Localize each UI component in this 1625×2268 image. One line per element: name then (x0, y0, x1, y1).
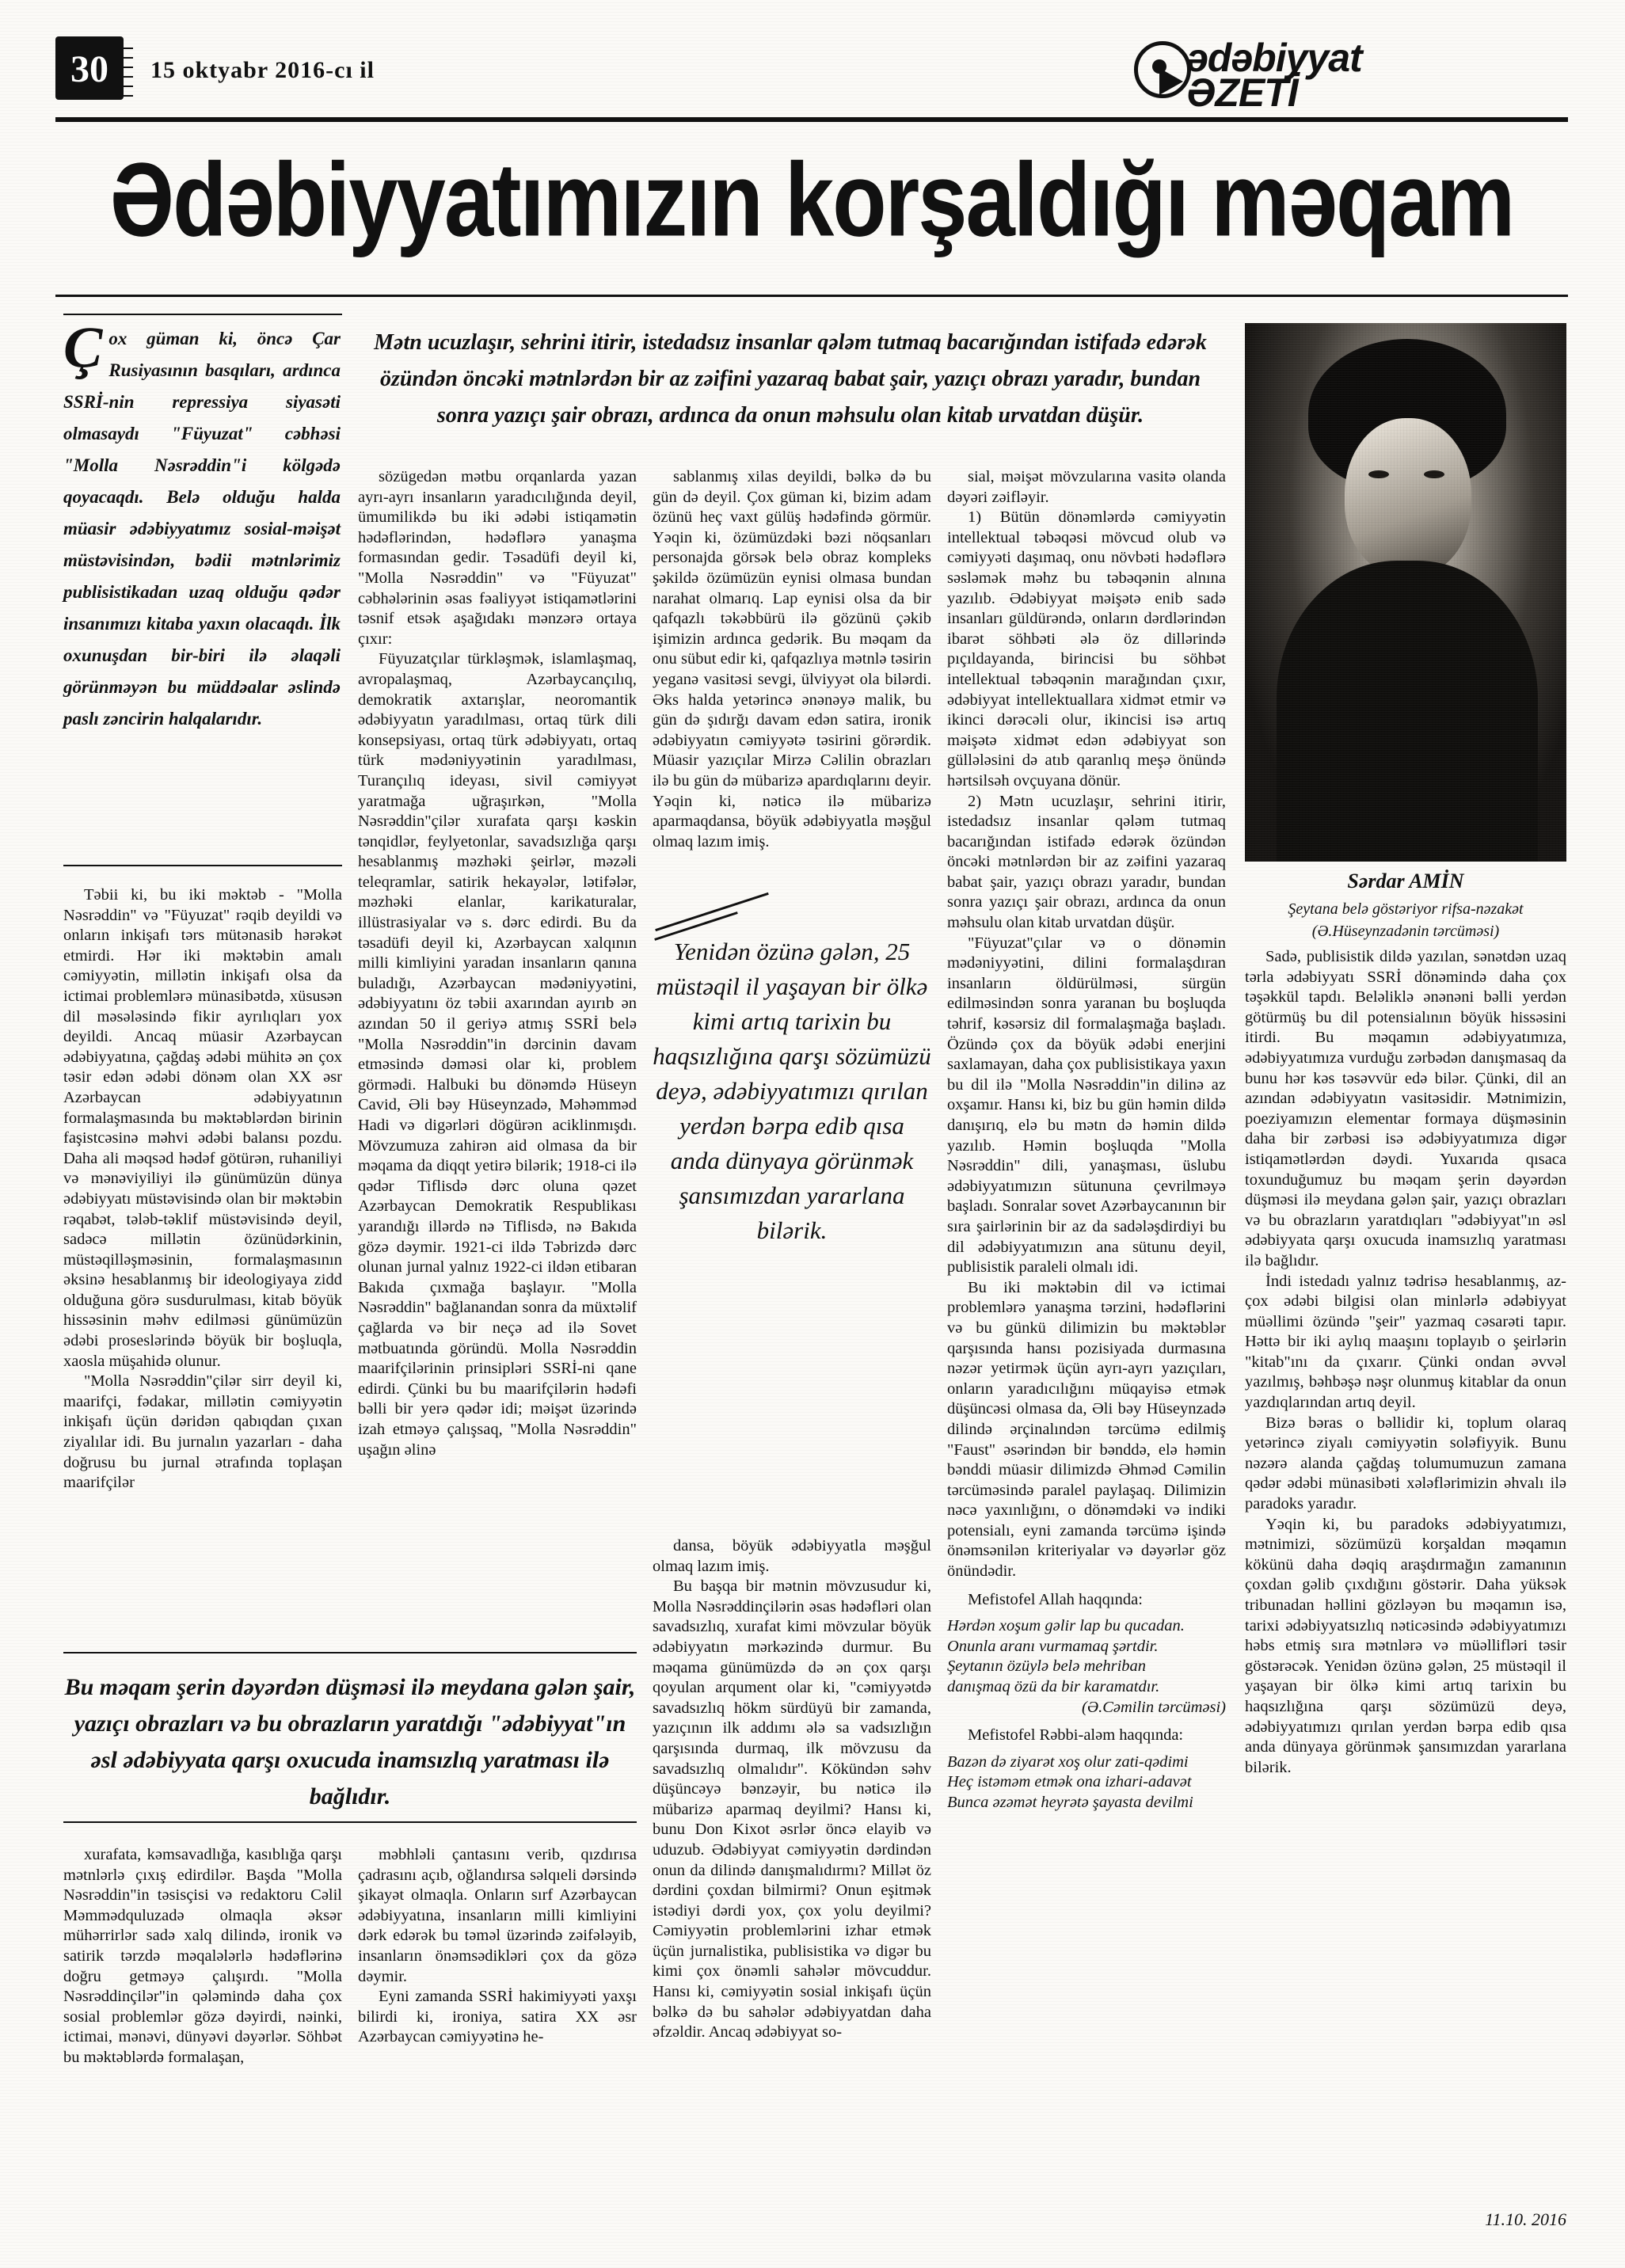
logo-title-line2: ƏZETİ (1186, 70, 1298, 115)
paragraph: məbhləli çantasını verib, qızdırısa çadrasını açıb, oğlandırsa səlqıeli dərsində şikayət olmaqla. Onların sırf Azərbaycan ədəbiyyatına, insanların milli kimliyini dərk edərək bu təməl üzərində zəifələyib, insanların önəmsədikləri çox da gözə dəymir. (358, 1846, 637, 1985)
column-4 (947, 467, 1226, 1813)
verse-line: danışmaq özü da bir karamatdır. (947, 1678, 1160, 1696)
paragraph: sözügedən mətbu orqanlarda yazan ayrı-ayrı insanların yaradıcılığında deyil, ümumilikdə bu iki ədəbi istiqamətin hədəflərindən, hədəflərə yanaşma formasından gedir. Təsadüfi deyil ki, "Molla Nəsrəddin" və "Füyuzat" cəbhələrinin əsas fəaliyyət istiqamətlərini təsnif etsək aşağıdakı mənzərə ortaya çıxır: (358, 468, 637, 648)
verse-line: Heç istəməm etmək ona izhari-adavət (947, 1773, 1192, 1791)
headline-rule (55, 295, 1568, 297)
paragraph: Eyni zamanda SSRİ hakimiyyəti yaxşı bilirdi ki, ironiya, satira XX əsr Azərbaycan cəmiyyətinə he- (358, 1988, 637, 2046)
logo-chevron-icon (1159, 68, 1183, 95)
issue-date: 15 oktyabr 2016-cı il (150, 57, 375, 83)
column-2-bottom (358, 1845, 637, 2048)
paragraph: 1) Bütün dönəmlərdə cəmiyyətin intellektual təbəqəsi mövcud olub və cəmiyyəti daşımaq, onu növbəti hədəflərə səsləmək məhz bu təbəqənin alnına yazılıb. Ədəbiyyat məişətə enib sadə insanları güldürəndə, onların dərdlərindən ibarət söhbəti ələ öz dillərində pıçıldayanda, birincisi bu söhbət intellektual təbəqənin marağından çıxır, ədəbiyyat intellektuallara xidmət etmir və ikinci dərəcəli olur, ikincisi isə artıq məişətə xidmət edən ədəbiyyat son güllələsini də atıb qaranlıq meşə önündə hərtsilsəh ovçuyana dönür. (947, 508, 1226, 790)
column-3-bottom (653, 1536, 931, 2043)
lead-rule-bottom (63, 865, 342, 866)
page-number-badge (55, 36, 124, 100)
paragraph: İndi istedadı yalnız tədrisə hesablanmış, az-çox ədəbi bilgisi olan minlərlə ədəbiyyat müəllimi özündə "şeir" yazmaq cəsarəti tapır. Həttə bir iki aylıq maaşını toplayıb o şeirlərin "kitab"ını da çıxarır. Çünki ondan əvvəl yazılmış, bəhbəşə nəşr olunmuş kitablar da onun yazdıqlarından artıq deyil. (1245, 1272, 1566, 1412)
page-title: Ədəbiyyatımızın korşaldığı məqam (109, 141, 1514, 258)
paragraph: Sadə, publisistik dildə yazılan, sənətdən uzaq tərla ədəbiyyatı SSRİ dönəmində daha çox təşəkkül tapdı. Beləliklə ənənəni bəlli yerdən götürmüş bu dil potensialının böyük hissəsini itirdi. Bu məqamın ədəbiyyatımıza, ədəbiyyatımıza vurduğu zərbədən danışmasaq da bunu hər kəs təsəvvür edə bilər. Çünki, dil an azından ədəbiyyatın vasitəsidir. Mətnimizin, poeziyamızın elementar formaya düşməsinin daha bir zərbəsi isə ədəbiyyatımıza digər istiqamətlərdən dəydi. Yuxarıda qısaca toxunduğumuz bu məqam şerin dəyərdən düşməsi ilə meydana gələn şair, yazıçı obrazları və bu obrazların yaratdıqları "ədəbiyyat"ın əsl ədəbiyyata qarşı oxucuda inamsızlıq yaratması ilə bağlıdır. (1245, 948, 1566, 1269)
drop-cap: Ç (63, 315, 103, 380)
lead-paragraph-top: Mətn ucuzlaşır, sehrini itirir, istedadsız insanlar qələm tutmaq bacarığından istifadə edərək özündən öncəki mətnlərdən bir az zəifini yazaraq babat şair, yazıçı obrazı yaradır, bundan sonra yazıçı şair obrazı, ardınca da onun məhsulu olan kitab urvatdan düşür. (374, 330, 1207, 428)
column-5 (1245, 947, 1566, 1778)
photo-subcaption: Şeytana belə göstəriyor rifsa-nəzakət (Ə.Hüseynzadənin tərcüməsi) (1288, 900, 1524, 940)
logo-title-line1: ədəbiyyat (1186, 36, 1362, 80)
publication-logo (1125, 30, 1568, 115)
pull-quote-center: Bu məqam şerin dəyərdən düşməsi ilə meydana gələn şair, yazıçı obrazları və bu obrazların yaratdığı "ədəbiyyat"ın əsl ədəbiyyata qarşı oxucuda inamsızlıq yaratması ilə bağlıdır. (64, 1674, 636, 1809)
column-1-bottom (63, 1845, 342, 2068)
verse-block-2 (947, 1752, 1226, 1813)
column-3 (653, 467, 931, 895)
page-number: 30 (70, 48, 108, 90)
masthead-rule (55, 117, 1568, 122)
pullquote-rule-top (63, 1652, 637, 1653)
photo-caption: Sərdar AMİN (1347, 870, 1464, 892)
paragraph: 2) Mətn ucuzlaşır, sehrini itirir, istedadsız insanlar qələm tutmaq bacarığından istifadə edərək özündən öncəki mətnlərdən bir az zəifini yazaraq babat şair, yazıçı obrazı yaradır, bundan sonra yazıçı şair obrazı, ardınca da onun məhsulu olan kitab urvatdan düşür. (947, 792, 1226, 932)
paragraph: sablanmış xilas deyildi, bəlkə də bu gün də deyil. Çox güman ki, bizim adam özünü heç vaxt gülüş hədəfində görmür. Yəqin ki, özümüzdəki bəzi nöqsanları personajda görsək belə obraz kompleks şəkildə özümüzün eynisi olmasa bundan narahat olmarıq. Lap eynisi olsa da bir qafqazlı təkəbbürü ilə gözünü çəkib işimizin ardınca gedərik. Bu məqam da onu sübut edir ki, qafqazlıya mətnlə təsirin yeganə vasitəsi sevgi, ülviyyət ola bilərdi. Əks halda yetərincə ənənəyə malik, bu gün də şıdırğı davam edən satira, ironik ədəbiyyatın cəmiyyətə təsirini görərdik. Müasir yazıçılar Mirzə Cəlilin obrazları ilə bu gün də mübarizə apardıqlarını deyir. Yəqin ki, nəticə ilə mübarizə aparmaqdansa, böyük ədəbiyyatla məşğul olmaq lazım imiş. (653, 468, 931, 850)
lead-paragraph-left (63, 315, 341, 735)
lead-rule-top (63, 314, 342, 315)
verse-line: Bunca əzəmət heyrətə şayasta devilmi (947, 1794, 1193, 1811)
pullquote-slash-icon (655, 892, 769, 931)
column-1 (63, 885, 342, 1494)
paragraph: Bu iki məktəbin dil və ictimai problemlərə yanaşma tərzini, hədəflərini və bu günkü dilimizin bu məktəblər qarşısında hansı pozisiyada durmasına nəzər yetirmək üçün ayrı-ayrı yazıçıları, onların yaradıcılığını müqayisə etmək düşüncəsi olmasa da, Əli bəy Hüseynzadə dilində ərçinalındən tərcümə edilmiş "Faust" əsərindən bir bənddə, elə həmin bənddi müasir dilimizdə Əhməd Cəmilin tərcüməsində paralel paylaşaq. Dilimizin nəcə yaxınlığını, o dönəmdəki və indiki potensialı, eyni zamanda tərcümə işində önəmsənilən kriteriyalar və dəyərlər göz önündədir. (947, 1278, 1226, 1581)
paragraph: dansa, böyük ədəbiyyatla məşğul olmaq lazım imiş. (653, 1537, 931, 1575)
paragraph: Füyuzatçılar türkləşmək, islamlaşmaq, avropalaşmaq, Azərbaycançılıq, demokratik axtarışlar, neoromantik ədəbiyyatın yaradılması, ortaq türk dili konsepsiyası, ortaq türk ədəbiyyatı, ortaq türk mədəniyyətinin yaradılması, Turançılıq ideyası, sivil cəmiyyət yaratmağa uğraşırkən, "Molla Nəsrəddin"çilər xurafata qarşı kəskin tənqidlər, feylyetonlar, savadsızlığa qarşı hesablanmış məzhəki şeirlər, məzəli teleqramlar, satirik hekayələr, lətifələr, məzhəki elanlar, karikaturalar, illüstrasiyalar və s. dərc edirdi. Bu da təsadüfi deyil ki, Azərbaycan xalqının milli kimliyini yaradan insanların qanına buladığı, Azərbaycan mədəniyyətini, ədəbiyyatını öz təbii axarından ayırıb ən azından 50 il geriyə atmış SSRİ belə "Molla Nəsrəddin"in dərcinin davam etməsində dəməsi olar ki, problem görmədi. Halbuki bu dönəmdə Hüseyn Cavid, Əli bəy Hüseynzadə, Məhəmməd Hadi və digərləri dögürən aciklinmışdı. Mövzumuza zahirən aid olmasa da bir məqama da diqqt yetirə bilərik; 1918-ci ilə qədər Tiflisdə dərc oluna qəzet Azərbaycan Demokratik Respublikası yarandığı illərdə nə Tiflisdə, nə Bakıda gözə dəymir. 1921-ci ildə Təbrizdə dərc olunan jurnal yalnız 1922-ci ildən etibaran Bakıda çıxmağa başlayır. "Molla Nəsrəddin" bağlanandan sonra da müxtəlif çağlarda və bir neçə ad ilə Sovet mətbuatında göründü. Molla Nəsrəddin maarifçilərinin prinsipləri SSRİ-ni qane edirdi. Çünki bu bu maarifçilərin hədəfi bəlli bir yerə qədər idi; məişət üzərində izah etməyə çalışsaq, "Molla Nəsrəddin" uşağın əlinə (358, 650, 637, 1459)
column-2 (358, 467, 637, 1460)
paragraph: Bizə bəras o bəllidir ki, toplum olaraq yetərincə ziyalı cəmiyyətin soləfiyyik. Bunu nəzərə alanda çağdaş tolumumuzun zamana qədər ədəbi münasibəti xələflərimizin əhvalı ilə paradoks yaradır. (1245, 1414, 1566, 1513)
paragraph: Təbii ki, bu iki məktəb - "Molla Nəsrəddin" və "Füyuzat" rəqib deyildi və onların inkişafı tərs mütənasib hərəkət etmirdi. Hər iki məktəbin amalı cəmiyyətin, millətin inkişafı olsa da ictimai problemlərə münasibətdə, xüsusən dil məsələsində fikir ayrılıqları yox deyildi. Ancaq müasir Azərbaycan ədəbiyyatına, çağdaş ədəbi mühitə ən çox təsir edən ədəbi dönəm olan XX əsr Azərbaycan ədəbiyyatının formalaşmasında bu məktəblərdən birinin faşistcəsinə məhvi ədəbi balansı pozdu. Daha ali məqsəd hədəf götürən, ruhaniliyi və mənəviyiliyi ilə günümüzün dünya ədəbiyyatı müstəvisində olan bir məktəbin rəqabət, tələb-təklif müstəvisində deyil, sadəcə millətin özünüdərkinin, müstəqilləşməsinin, formalaşmasının əksinə hesablanmış bir ideologiyaya zidd olduğuna görə susdurulması, kitab böyük hissəsinin məhv edilməsi günümüzün ədəbi proseslərində böyük bir boşluqla, xaosla müşahidə olunur. (63, 886, 342, 1370)
pullquote-rule-bottom (63, 1821, 637, 1823)
paragraph: sial, məişət mövzularına vasitə olanda dəyəri zəifləyir. (947, 468, 1226, 506)
author-photo (1245, 323, 1566, 862)
paragraph: Bu başqa bir mətnin mövzusudur ki, Molla Nəsrəddinçilərin əsas hədəfləri olan savadsızlıq, xurafat kimi mövzular böyük ədəbiyyatın mərkəzində durmur. Bu məqama günümüzdə də ən çox qarşı qoyulan arqument olar ki, "cəmiyyətdə savadsızlıq hökm sürdüyü bir zamanda, yazıçının ilk addımı ələ sa vadsızlığın qarşısında durmaq, ilk mövzusu da savadsızlıq olmalıdır". Kökündən səhv düşüncəyə bənzəyir, bu nəticə ilə mübarizə aparmaq deyilmi? Hansı ki, bunu Don Kixot əsrlər öncə elayib və uduzub. Ədəbiyyat cəmiyyətin dərdindən onun da dilində danışmalıdırmı? Millət öz dərdini çoxdan bilmirmi? Onun eşitmək istədiyi dərdi yox, çox yolu deyilmi? Cəmiyyətin problemlərini izhar etmək üçün jurnalistika, publisistika və digər bu kimi çox önəmli sahələr mövcuddur. Hansı ki, cəmiyyətin sosial inkişafı üçün bəlkə də bu sahələr ədəbiyyatdan daha əfzəldir. Ancaq ədəbiyyat so- (653, 1577, 931, 2042)
paragraph: "Füyuzat"çılar və o dönəmin mədəniyyətini, dilini formalaşdıran insanların öldürülməsi, sürgün edilməsindən sonra yaranan bu boşluqda təhrif, kəsərsiz dil formalaşmağa başladı. Özündə çox da böyük ədəbi enerjini saxlamayan, daha çox publisistikaya yaxın bu dil ilə "Molla Nəsrəddin"in dilinə az oxşamır. Hansı ki, biz bu gün həmin dildə danışırıq, elə bu mətn də həmin dildə yazılıb. Həmin boşluqda "Molla Nəsrəddin" dili, yanaşması, üslubu ədəbiyyatımızın sütununa çevrilməyə başladı. Sonralar sovet Azərbaycanının bir sıra şairlərinin bir az da sadələşdirdiyi bu dil ədəbiyyatımızın ana sütunu deyil, publisistik paraleli olmalı idi. (947, 934, 1226, 1277)
verse-attribution: (Ə.Cəmilin tərcüməsi) (1082, 1698, 1226, 1716)
paragraph: "Molla Nəsrəddin"çilər sirr deyil ki, maarifçi, fədakar, millətin cəmiyyətin inkişafı üçün dəridən qabıqdan çıxan ziyalılar idi. Bu jurnalın yazarları - daha doğrusu bu jurnal ətrafında toplaşan maarifçilər (63, 1372, 342, 1492)
paragraph: xurafata, kəmsavadlığa, kasıblığa qarşı mətnlərlə çıxış edirdilər. Başda "Molla Nəsrəddin"in təsisçisi və redaktoru Cəlil Məmmədquluzadə olmaqla əksər mühərrirlər sadə xalq dilində, ironik və satirik tərzdə məqalələrlə hədəflərinə doğru getməyə çalışırdı. "Molla Nəsrəddinçilər"in qələmində daha çox sosial problemlər gözə dəyirdi, nəinki, ictimai, mənəvi, dünyəvi dəyərlər. Söhbət bu məktəblərdə formalaşan, (63, 1846, 342, 2066)
lead-text: ox güman ki, öncə Çar Rusiyasının basqıları, ardınca SSRİ-nin repressiya siyasəti olmasaydı "Füyuzat" cəbhəsi "Molla Nəsrəddin"i kölgədə qoyacaqdı. Belə olduğu halda müasir ədəbiyyatımız sosial-məişət müstəvisindən, bədii mətnlərimiz publisistikadan uzaq olduğu qədər insanımızı kitaba yaxın olacaqdı. İlk oxunuşdan bir-biri ilə əlaqəli görünməyən bu müddəalar əslində paslı zəncirin halqalarıdır. (63, 329, 341, 729)
verse-line: Bazən də ziyarət xoş olur zati-qədimi (947, 1752, 1189, 1771)
verse-line: Onunla aranı vurmamaq şərtdir. (947, 1637, 1159, 1655)
verse-block-1 (947, 1616, 1226, 1718)
pull-quote-italic: Yenidən özünə gələn, 25 müstəqil il yaşayan bir ölkə kimi artıq tarixin bu haqsızlığına qarşı sözümüzü deyə, ədəbiyyatımızı qırılan yerdən bərpa edib qısa anda dünyaya görünmək şansımızdan yararlana bilərik. (653, 938, 931, 1244)
paragraph: Yəqin ki, bu paradoks ədəbiyyatımızı, mətnimizi, sözümüzü korşaldan məqamın kökünü daha dəqiq araşdırmağın zamanının çoxdan gəlib çıxdığını göstərir. Daha yüksək tribunadan həllini gözləyən bu məqamın isə, tarixi ədəbiyyatsızlıq nəticəsində ədəbiyyatımızı həbs etmiş sıra mətnlərə və müəllifləri təsir göstərəcək. Yenidən özünə gələn, 25 müstəqil il yaşayan bir ölkə kimi artıq tarixin bu haqsızlığına qarşı sözümüzü deyə, ədəbiyyatımızı qırılan yerdən bərpa edib qısa anda dünyaya görünmək şansımızdan yararlana bilərik. (1245, 1515, 1566, 1776)
verse-line: Şeytanın özüylə belə mehriban (947, 1657, 1147, 1676)
verse-title-2: Mefistofel Rəbbi-aləm haqqında: (968, 1726, 1184, 1745)
verse-title: Mefistofel Allah haqqında: (968, 1590, 1143, 1608)
verse-line: Hərdən xoşum gəlir lap bu qucadan. (947, 1617, 1185, 1635)
article-datestamp: 11.10. 2016 (1485, 2209, 1566, 2229)
masthead (55, 30, 1568, 115)
